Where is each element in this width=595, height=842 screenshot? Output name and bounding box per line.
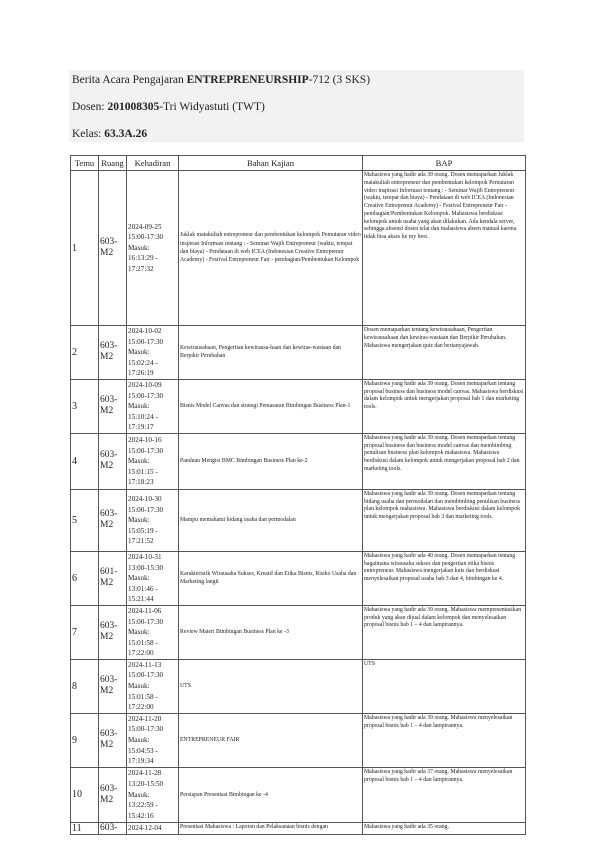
kehadiran-line: Masuk: xyxy=(128,457,150,466)
kehadiran-line: 15:01:58 - xyxy=(128,638,158,647)
row-kehadiran xyxy=(127,713,179,767)
row-kehadiran xyxy=(127,171,179,326)
row-kehadiran xyxy=(127,659,179,713)
col-ruang: Ruang xyxy=(99,156,127,171)
document-header xyxy=(69,70,524,142)
table-row xyxy=(71,379,526,433)
kehadiran-line: 2024-11-13 xyxy=(128,660,162,669)
row-bap: Mahasiswa yang hadir ada 39 orang. Dosen memaparkan Juklak matakuliah entrepreneur dan pembentukan kelompok Pemutaran video inspirasi Informasi tentang : - Seminar Wajib Entrepreneur (waktu, tempat dan biaya) - Pendataan di web ICEA (Indonesian Creative Entreprenur Academy) - Festival Entrepreneur Fair - pembagian/Pembentukan Kelompok. Mahasiswa berdiskusi kelompok untuk usaha yang akan dilakukan. Ada kendala server, sehingga absensi dosen telat dan mahasiswa absen manual karena tidak bisa akses ke my best. xyxy=(363,171,526,326)
row-temu: 11 xyxy=(71,822,99,834)
row-ruang: 603-M2 xyxy=(99,605,127,659)
kehadiran-line: 2024-12-04 xyxy=(128,823,162,832)
table-row xyxy=(71,433,526,489)
row-kehadiran xyxy=(127,433,179,489)
row-ruang: 603-M2 xyxy=(99,659,127,713)
table-row xyxy=(71,822,526,834)
kehadiran-line: 2024-11-28 xyxy=(128,769,162,778)
row-bahan-kajian: Review Materi Bimbingan Business Plan ke -3 xyxy=(179,605,363,659)
dosen-line xyxy=(72,100,265,114)
row-bahan-kajian: UTS xyxy=(179,659,363,713)
row-bap: Mahasiswa yang hadir ada 39 orang. Dosen memaparkan tentang bidang usaha dan permodalan dan membimbing penulisan business plan kelompok mahasiswa. Mahasiswa berdiskusi dalam kelompok untuk mengerjakan proposal bab 3 dan marketing tools. xyxy=(363,489,526,551)
kehadiran-line: 15:00-17:30 xyxy=(128,391,164,400)
row-bahan-kajian: Kewirausahaan, Pengertian kewirausa-haan dan kewiras-wastaan dan Berpikir Perubahan xyxy=(179,326,363,380)
kehadiran-line: Masuk: xyxy=(128,348,150,357)
row-bahan-kajian: Presentasi Mahasiswa : Laporan dan Pelaksanaan bisnis dengan xyxy=(179,822,363,834)
row-kehadiran xyxy=(127,379,179,433)
kehadiran-line: 15:00-17:30 xyxy=(128,337,164,346)
row-temu: 7 xyxy=(71,605,99,659)
row-ruang: 601-M2 xyxy=(99,551,127,605)
kehadiran-line: 15:00-17:30 xyxy=(128,617,164,626)
row-temu: 8 xyxy=(71,659,99,713)
kehadiran-line: 2024-11-06 xyxy=(128,606,162,615)
kelas-value: 63.3A.26 xyxy=(104,128,148,140)
kelas-label: Kelas: xyxy=(72,128,105,140)
table-header-row xyxy=(71,156,526,171)
kehadiran-line: Masuk: xyxy=(128,574,150,583)
kehadiran-line: 15:42:16 xyxy=(128,811,154,820)
row-bap: Mahasiswa yang hadir ada 39 orang. Mahasiswa mempresentasikan produk yang akan dijual dalam kelompok dan menyelesaikan proposal bisnis bab 1 – 4 dan lampirannya. xyxy=(363,605,526,659)
dosen-label: Dosen: xyxy=(72,101,108,113)
kehadiran-line: 13:20-15:50 xyxy=(128,779,164,788)
row-bap: UTS xyxy=(363,659,526,713)
row-temu: 2 xyxy=(71,326,99,380)
table-row xyxy=(71,551,526,605)
row-ruang: 603-M2 xyxy=(99,489,127,551)
attendance-table xyxy=(70,155,526,835)
kehadiran-line: 15:01:15 - xyxy=(128,467,158,476)
kehadiran-line: 2024-09-25 xyxy=(128,222,162,231)
kehadiran-line: 2024-10-31 xyxy=(128,552,162,561)
row-bap: Dosen memaparkan tentang kewirausahaan, Pengertian kewirausahaan dan kewiras-wastaan dan Berpikir Perubahan. Mahasiswa mengerjakan quiz dan bertanyajawab. xyxy=(363,326,526,380)
row-bahan-kajian: Juklak matakuliah entrepreneur dan pembentukan kelompok Pemutaran video inspirasi Informasi tentang : - Seminar Wajib Entrepreneur (waktu, tempat dan biaya) - Pendataan di web ICEA (Indonesian Creative Entreprenur Academy) - Festival Entrepreneur Fair - pembagian/Pembentukan Kelompok xyxy=(179,171,363,326)
row-bap: Mahasiswa yang hadir ada 35 orang. xyxy=(363,822,526,834)
row-kehadiran xyxy=(127,326,179,380)
kehadiran-line: Masuk: xyxy=(128,790,150,799)
row-bap: Mahasiswa yang hadir ada 39 orang. Dosen memaparkan tentang proposal business dan business model canvas. Mahasiswa berdiskusi dalam kelompok untuk mengerjakan proposal bab 1 dan marketing tools. xyxy=(363,379,526,433)
kehadiran-line: 15:04:53 - xyxy=(128,746,158,755)
row-ruang: 603-M2 xyxy=(99,433,127,489)
row-temu: 4 xyxy=(71,433,99,489)
row-temu: 3 xyxy=(71,379,99,433)
row-bahan-kajian: Persiapan Presentasi Bimbingan ke -4 xyxy=(179,767,363,822)
kehadiran-line: 15:00-17:30 xyxy=(128,725,164,734)
table-row xyxy=(71,605,526,659)
course-name: ENTREPRENEURSHIP xyxy=(186,74,309,86)
row-bahan-kajian: Mampu memahami bidang usaha dan permodalan xyxy=(179,489,363,551)
row-ruang: 603-M2 xyxy=(99,767,127,822)
col-kehadiran: Kehadiran xyxy=(127,156,179,171)
table-row xyxy=(71,489,526,551)
row-bap: Mahasiswa yang hadir ada 39 orang. Mahasiswa menyelesaikan proposal bisnis bab 1 – 4 dan lampirannya. xyxy=(363,713,526,767)
kehadiran-line: 15:05:19 - xyxy=(128,526,158,535)
kehadiran-line: 15:00-17:30 xyxy=(128,446,164,455)
row-ruang: 603-M2 xyxy=(99,713,127,767)
kehadiran-line: 2024-11-20 xyxy=(128,714,162,723)
kehadiran-line: Masuk: xyxy=(128,402,150,411)
row-ruang: 603-M2 xyxy=(99,379,127,433)
course-credits: -712 (3 SKS) xyxy=(308,74,371,86)
row-kehadiran xyxy=(127,551,179,605)
kehadiran-line: 2024-10-02 xyxy=(128,327,162,335)
row-kehadiran xyxy=(127,822,179,834)
kehadiran-line: 17:21:52 xyxy=(128,537,154,546)
col-bahan-kajian: Bahan Kajian xyxy=(179,156,363,171)
row-bap: Mahasiswa yang hadir ada 39 orang. Dosen memaparkan tentang proposal business dan business model canvas dan membimbing penulisan business plan kelompok mahasiswa. Mahasiswa berdiskusi dalam kelompok untuk mengerjakan proposal bab 2 dan marketing tools. xyxy=(363,433,526,489)
kehadiran-line: 15:00-17:30 xyxy=(128,505,164,514)
table-row xyxy=(71,659,526,713)
kehadiran-line: 15:00-17:30 xyxy=(128,233,164,242)
kehadiran-line: 15:00-17:30 xyxy=(128,671,164,680)
dosen-id: 201008305 xyxy=(107,101,160,113)
row-bap: Mahasiswa yang hadir ada 40 orang. Dosen memaparkan tentang bagaimana wirausaha sukses dan pengertian etika bisnis entrepreneur. Mahasiswa mengerjakan kuis dan berdiskusi menyelesaikan proposal usaha bab 3 dan 4, bimbingan ke 4. xyxy=(363,551,526,605)
kehadiran-line: Masuk: xyxy=(128,682,150,691)
kehadiran-line: 13:01:46 - xyxy=(128,584,158,593)
kehadiran-line: 17:22:00 xyxy=(128,703,154,712)
row-kehadiran xyxy=(127,605,179,659)
row-temu: 6 xyxy=(71,551,99,605)
row-bahan-kajian: Bisnis Model Canvas dan strategi Pemasaran Bimbingan Business Plan-1 xyxy=(179,379,363,433)
kehadiran-line: 17:26:19 xyxy=(128,369,154,378)
kehadiran-line: 13:22:59 - xyxy=(128,801,158,810)
row-bahan-kajian: Panduan Mengisi BMC Bimbingan Business Plan ke-2 xyxy=(179,433,363,489)
kelas-line xyxy=(72,127,147,141)
kehadiran-line: 17:18:23 xyxy=(128,478,154,487)
row-bap: Mahasiswa yang hadir ada 37 orang. Mahasiswa menyelesaikan proposal bisnis bab 1 – 4 dan lampirannya. xyxy=(363,767,526,822)
course-label: Berita Acara Pengajaran xyxy=(72,74,187,86)
kehadiran-line: 2024-10-30 xyxy=(128,494,162,503)
col-temu: Temu xyxy=(71,156,99,171)
row-temu: 9 xyxy=(71,713,99,767)
row-bahan-kajian: Karakteristik Wirausaha Sukses, Kreatif dan Etika Bisnis, Risiko Usaha dan Marketing langit xyxy=(179,551,363,605)
kehadiran-line: 17:19:34 xyxy=(128,757,154,766)
row-kehadiran xyxy=(127,489,179,551)
table-row xyxy=(71,171,526,326)
kehadiran-line: 15:01:58 - xyxy=(128,692,158,701)
row-kehadiran xyxy=(127,767,179,822)
kehadiran-line: Masuk: xyxy=(128,736,150,745)
row-ruang: 603-M2 xyxy=(99,326,127,380)
row-temu: 1 xyxy=(71,171,99,326)
kehadiran-line: 2024-10-09 xyxy=(128,380,162,389)
course-line xyxy=(72,73,370,87)
table-row xyxy=(71,713,526,767)
row-temu: 10 xyxy=(71,767,99,822)
kehadiran-line: Masuk: xyxy=(128,628,150,637)
dosen-name: -Tri Widyastuti (TWT) xyxy=(159,101,265,113)
row-temu: 5 xyxy=(71,489,99,551)
table-row xyxy=(71,326,526,380)
table-row xyxy=(71,767,526,822)
col-bap: BAP xyxy=(363,156,526,171)
row-bahan-kajian: ENTREPRENEUR FAIR xyxy=(179,713,363,767)
kehadiran-line: 17:27:32 xyxy=(128,264,154,273)
kehadiran-line: 2024-10-16 xyxy=(128,435,162,444)
kehadiran-line: 15:02:24 - xyxy=(128,358,158,367)
kehadiran-line: 16:13:29 - xyxy=(128,254,158,263)
kehadiran-line: Masuk: xyxy=(128,243,150,252)
kehadiran-line: 15:21:44 xyxy=(128,595,154,604)
kehadiran-line: Masuk: xyxy=(128,516,150,525)
kehadiran-line: 17:22:00 xyxy=(128,649,154,658)
kehadiran-line: 17:19:17 xyxy=(128,423,154,432)
row-ruang: 603-M2 xyxy=(99,171,127,326)
kehadiran-line: 15:10:24 - xyxy=(128,412,158,421)
kehadiran-line: 13:00-15:30 xyxy=(128,563,164,572)
row-ruang: 603- xyxy=(99,822,127,834)
